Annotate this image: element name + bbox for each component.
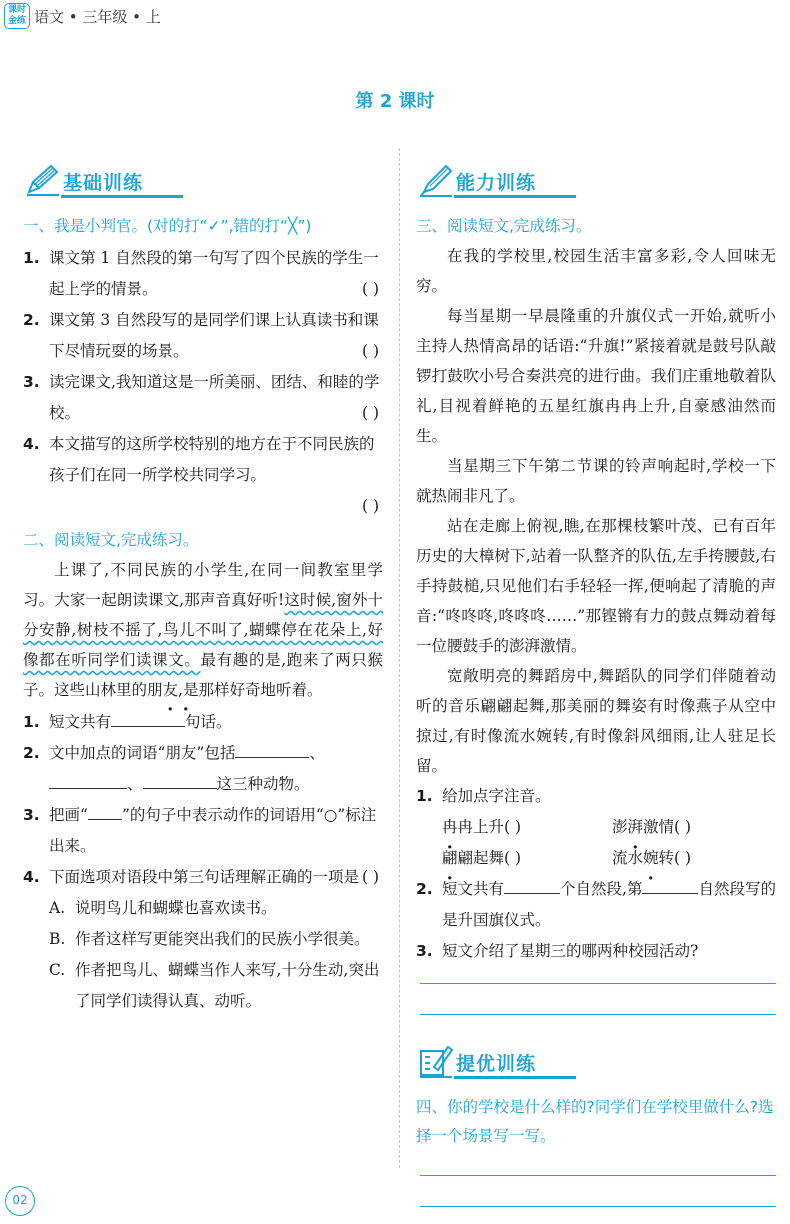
item-number: 2.	[23, 744, 40, 762]
question-4-title: 四、你的学校是什么样的?同学们在学校里做什么?选择一个场景写一写。	[416, 1098, 774, 1145]
section-underline	[61, 195, 183, 198]
item-text: 把画“	[49, 806, 88, 824]
q1-item-1	[23, 243, 383, 305]
wavy-underlined-sentence: 这时候,窗外十分安静,树枝不摇了,鸟儿不叫了,蝴蝶停在花朵上,好像都在听同学们读课文。	[23, 591, 383, 669]
item-number: 4.	[23, 868, 40, 886]
option-a[interactable]	[23, 893, 383, 924]
item-text: 、	[127, 775, 143, 793]
item-number: 2.	[23, 311, 40, 329]
item-text: 文中加点的词语“朋友”包括	[49, 744, 236, 762]
pinyin-grid	[416, 812, 776, 874]
dotted-char: 翩	[442, 849, 458, 867]
fill-blank[interactable]	[143, 771, 217, 789]
item-number: 3.	[23, 373, 40, 391]
pencil-icon	[25, 162, 61, 198]
item-text: 个自然段,第	[560, 880, 643, 898]
pinyin-text: 流水	[612, 849, 644, 867]
right-column	[416, 160, 776, 1207]
question-1-title: 一、我是小判官。(对的打“✓”,错的打“╳”)	[23, 217, 312, 235]
option-text: 说明鸟儿和蝴蝶也喜欢读书。	[75, 899, 277, 917]
q1-item-3	[23, 367, 383, 429]
passage-text: 最有趣的是,跑来了两只猴子。这些山林里的	[23, 651, 383, 699]
option-label: A.	[49, 899, 66, 917]
item-number: 1.	[23, 249, 40, 267]
header-title: 语文 • 三年级 • 上	[34, 8, 161, 26]
pinyin-item[interactable]	[612, 843, 691, 874]
item-text: 短文共有	[442, 880, 505, 898]
fill-blank	[88, 802, 122, 820]
section-header-ability	[416, 160, 776, 200]
option-text: 作者这样写更能突出我们的民族小学很美。	[75, 930, 370, 948]
option-text: 作者把鸟儿、蝴蝶当作人来写,十分生动,突出了同学们读得认真、动听。	[75, 961, 380, 1010]
item-text: 本文描写的这所学校特别的地方在于不同民族的孩子们在同一所学校共同学习。	[49, 435, 375, 484]
item-number: 3.	[23, 806, 40, 824]
item-number: 3.	[416, 942, 433, 960]
answer-paren[interactable]: ( )	[361, 404, 379, 422]
item-text: 课文第 3 自然段写的是同学们课上认真读书和课下尽情玩耍的场景。	[49, 311, 379, 360]
option-b[interactable]	[23, 924, 383, 955]
pen-icon	[418, 162, 454, 198]
dotted-char: 婉	[643, 849, 659, 867]
pinyin-text: 激情( )	[643, 818, 692, 836]
answer-paren[interactable]: ( )	[361, 342, 379, 360]
q2-item-3	[23, 800, 383, 862]
fill-blank[interactable]	[111, 709, 185, 727]
column-divider	[399, 148, 400, 1168]
section-title-ability: 能力训练	[456, 172, 537, 194]
question-2-title: 二、阅读短文,完成练习。	[23, 531, 199, 549]
pinyin-text: 冉上升( )	[457, 818, 522, 836]
q3-item-3	[416, 936, 776, 967]
page-number: 02	[5, 1186, 35, 1216]
dotted-char: 友	[162, 681, 179, 699]
pinyin-item[interactable]	[442, 843, 521, 874]
passage-paragraph-3: 当星期三下午第二节课的铃声响起时,学校一下就热闹非凡了。	[416, 457, 776, 505]
answer-paren[interactable]: ( )	[361, 497, 379, 515]
logo-badge	[4, 3, 30, 29]
q3-item-1	[416, 781, 776, 812]
q2-item-1	[23, 707, 383, 738]
answer-line[interactable]	[420, 1175, 776, 1176]
passage-paragraph-5: 宽敞明亮的舞蹈房中,舞蹈队的同学们伴随着动听的音乐翩翩起舞,那美丽的舞姿有时像燕子从空中掠过,有时像流水婉转,有时像斜风细雨,让人驻足长留。	[416, 667, 776, 775]
item-text: 句话。	[185, 713, 232, 731]
question-3-title: 三、阅读短文,完成练习。	[416, 217, 592, 235]
answer-paren[interactable]: ( )	[361, 280, 379, 298]
q2-item-2	[23, 738, 383, 800]
item-text: 、	[309, 744, 325, 762]
answer-line[interactable]	[420, 983, 776, 984]
answer-line[interactable]	[420, 1014, 776, 1015]
q2-item-4	[23, 862, 383, 893]
option-label: B.	[49, 930, 66, 948]
answer-paren[interactable]: ( )	[361, 868, 379, 886]
passage-paragraph-4: 站在走廊上俯视,瞧,在那棵枝繁叶茂、已有百年历史的大樟树下,站着一队整齐的队伍,左手挎腰鼓,右手持鼓槌,只见他们右手轻轻一挥,便响起了清脆的声音:“咚咚咚,咚咚咚……”那铿锵有力的鼓点舞动着每一位腰鼓手的澎湃激情。	[416, 517, 776, 655]
pinyin-item[interactable]	[612, 812, 691, 843]
item-text: 自然段写的是升国旗仪式。	[442, 880, 776, 929]
passage-text: 上课了,不同民族的小学生,在同一间教室里学习。大家一起朗读课文,那声音真好听!	[23, 561, 383, 609]
item-number: 1.	[416, 787, 433, 805]
option-label: C.	[49, 961, 66, 979]
section-underline	[454, 195, 576, 198]
q3-item-2	[416, 874, 776, 936]
fill-blank[interactable]	[235, 740, 309, 758]
fill-blank[interactable]	[49, 771, 127, 789]
item-text: 短文共有	[49, 713, 112, 731]
passage-paragraph-1: 在我的学校里,校园生活丰富多彩,令人回味无穷。	[416, 247, 776, 295]
logo-bottom-text: 金练	[7, 16, 26, 26]
pinyin-item[interactable]	[442, 812, 521, 843]
item-text: 读完课文,我知道这是一所美丽、团结、和睦的学校。	[49, 373, 380, 422]
section-underline	[454, 1076, 576, 1079]
checklist-icon	[418, 1043, 454, 1079]
left-column	[23, 160, 383, 1017]
item-number: 2.	[416, 880, 433, 898]
section-header-basic	[23, 160, 383, 200]
item-text: ”的句子中表示动作的词语用“○”标注出来。	[49, 806, 377, 855]
item-text: 短文介绍了星期三的哪两种校园活动?	[442, 942, 699, 960]
item-number: 1.	[23, 713, 40, 731]
logo-top-text: 课时	[7, 5, 26, 15]
pinyin-text: 澎	[612, 818, 628, 836]
fill-blank[interactable]	[504, 876, 560, 894]
item-text: 这三种动物。	[216, 775, 310, 793]
item-number: 4.	[23, 435, 40, 453]
pinyin-text: 翩起舞( )	[457, 849, 522, 867]
q1-item-4	[23, 429, 383, 522]
item-text: 给加点字注音。	[442, 787, 551, 805]
pinyin-text: 转( )	[658, 849, 692, 867]
answer-line[interactable]	[420, 1206, 776, 1207]
q1-item-2	[23, 305, 383, 367]
fill-blank[interactable]	[642, 876, 698, 894]
dotted-char: 湃	[627, 818, 644, 836]
item-text: 课文第 1 自然段的第一句写了四个民族的学生一起上学的情景。	[49, 249, 379, 298]
dotted-char: 朋	[147, 681, 163, 699]
section-title-advanced: 提优训练	[456, 1053, 537, 1075]
option-c[interactable]	[23, 955, 383, 1017]
passage-paragraph-2: 每当星期一早晨隆重的升旗仪式一开始,就听小主持人热情高昂的话语:“升旗!”紧接着就是鼓号队敲锣打鼓吹小号合奏洪亮的进行曲。我们庄重地敬着队礼,目视着鲜艳的五星红旗冉冉上升,自豪感油然而生。	[416, 307, 776, 445]
passage-text: ,是那样好奇地听着。	[178, 681, 323, 699]
section-title-basic: 基础训练	[63, 172, 144, 194]
item-text: 下面选项对语段中第三句话理解正确的一项是	[49, 868, 360, 886]
dotted-char: 冉	[442, 818, 458, 836]
reading-passage	[23, 555, 383, 705]
section-header-advanced	[416, 1041, 776, 1081]
lesson-title: 第 2 课时	[355, 91, 435, 112]
